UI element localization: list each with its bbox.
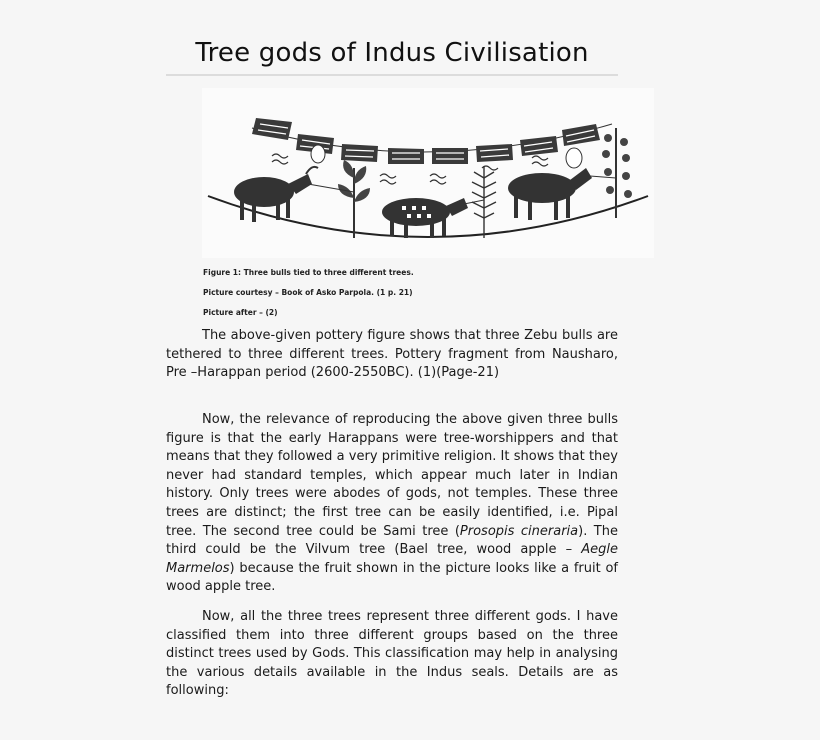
tree-three-vilvum — [602, 128, 632, 218]
bull-three — [508, 168, 592, 220]
tree-one-pipal — [338, 160, 370, 238]
document-page — [166, 0, 618, 76]
pottery-drawing — [202, 88, 654, 258]
paragraph-relevance-text-a: Now, the relevance of reproducing the above given three bulls figure is that the early Harappans were tree-worshippers and that means that they followed a very primitive religion. It shows that they never had standard temples, which appear much later in Indian history. Only trees were abodes of gods, not temples. These three trees are distinct; the first tree can be easily identified, i.e. Pipal tree. The second tree could be Sami tree ( — [166, 412, 618, 539]
bull-one — [234, 167, 318, 222]
scientific-name-aegle: Aegle Marmelos — [166, 542, 618, 576]
bull-two — [382, 198, 468, 238]
paragraph-pottery: The above-given pottery figure shows that three Zebu bulls are tethered to three different trees. Pottery fragment from Nausharo, Pre –Harappan period (2600-2550BC). (1)(Page-21) — [166, 328, 618, 381]
paragraph-relevance-text-e: ) because the fruit shown in the picture looks like a fruit of wood apple tree. — [166, 560, 618, 595]
paragraph-relevance-text-c: ). The third could be the Vilvum tree (Bael tree, wood apple – — [166, 523, 618, 558]
scientific-name-prosopis: Prosopis cineraria — [459, 523, 579, 539]
pottery-figure-image — [202, 88, 654, 258]
figure-caption-title: Figure 1: Three bulls tied to three different trees. — [203, 268, 414, 277]
rim-pattern — [252, 118, 600, 164]
figure-caption-courtesy: Picture courtesy – Book of Asko Parpola. (1 p. 21) — [203, 288, 413, 297]
page-title: Tree gods of Indus Civilisation — [166, 36, 618, 76]
paragraph-classification: Now, all the three trees represent three different gods. I have classified them into three different groups based on the three distinct trees used by Gods. This classification may help in analysing the various details available in the Indus seals. Details are as following: — [166, 609, 618, 699]
figure-caption-after: Picture after – (2) — [203, 308, 278, 317]
paragraph-relevance — [166, 411, 618, 597]
